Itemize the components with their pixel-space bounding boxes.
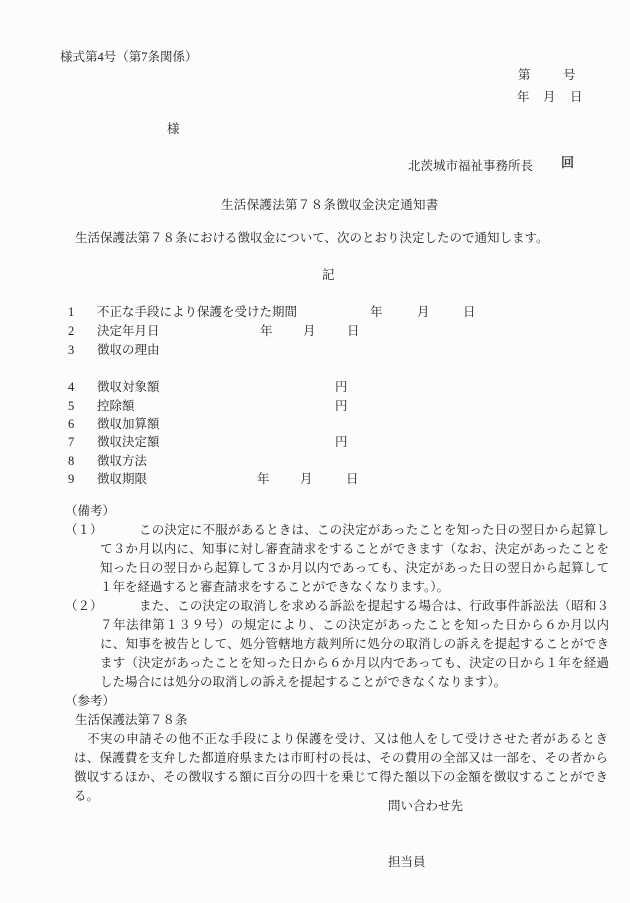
reference-heading: （参考） [65, 694, 116, 708]
date-year-label: 年 [517, 90, 530, 104]
date-month-label: 月 [543, 90, 556, 104]
item-row-1 [0, 303, 630, 322]
form-number: 様式第4号（第7条関係） [60, 50, 198, 64]
item-label: 徴収対象額 [97, 380, 160, 394]
unit-year: 年 [260, 324, 273, 338]
item-number: 8 [68, 454, 75, 468]
unit-yen: 円 [335, 399, 348, 413]
unit-month: 月 [300, 472, 313, 486]
document-title: 生活保護法第７８条徴収金決定通知書 [221, 198, 439, 212]
item-label: 徴収決定額 [97, 435, 160, 449]
item-row-2 [0, 322, 630, 341]
note-item-1 [65, 521, 609, 597]
note-item-2 [65, 597, 609, 692]
unit-month: 月 [417, 305, 430, 319]
item-number: 9 [68, 472, 75, 486]
issuer-title: 北茨城市福祉事務所長 [408, 159, 534, 173]
doc-number-prefix: 第 [518, 68, 531, 82]
item-number: 5 [68, 399, 75, 413]
item-number: 4 [68, 380, 75, 394]
notes-heading: （備考） [65, 504, 116, 518]
unit-yen: 円 [335, 380, 348, 394]
unit-year: 年 [257, 472, 270, 486]
item-number: 6 [68, 417, 75, 431]
addressee-honorific: 様 [167, 122, 180, 136]
record-marker: 記 [322, 268, 335, 282]
issuer-seal-icon: 回 [561, 155, 575, 170]
item-label: 徴収期限 [97, 472, 148, 486]
item-row-5 [0, 397, 630, 416]
reference-law-title: 生活保護法第７８条 [75, 713, 188, 727]
doc-number-suffix: 号 [563, 68, 576, 82]
unit-year: 年 [370, 305, 383, 319]
item-label: 控除額 [97, 399, 135, 413]
date-day-label: 日 [570, 90, 583, 104]
note-text: また、この決定の取消しを求める訴訟を提起する場合は、行政事件訴訟法（昭和３７年法律第１３９号）の規定により、この決定があったことを知った日から６か月以内に、知事を被告として、処分管轄地方裁判所に処分の取消しの訴えを提起することができます（決定があったことを知った日から６か月以内であっても、決定の日から１年を経過した場合には処分の取消しの訴えを提起することができなくなります）。 [100, 599, 609, 689]
item-label: 徴収方法 [97, 454, 148, 468]
item-row-9 [0, 470, 630, 489]
contact-label: 問い合わせ先 [388, 799, 464, 813]
item-number: 7 [68, 435, 75, 449]
note-label: （２） [65, 599, 103, 613]
item-row-6 [0, 415, 630, 434]
unit-day: 日 [347, 324, 360, 338]
unit-day: 日 [463, 305, 476, 319]
item-row-3 [0, 341, 630, 360]
item-row-8 [0, 452, 630, 471]
intro-sentence: 生活保護法第７８条における徴収金について、次のとおり決定したので通知します。 [75, 231, 549, 245]
unit-month: 月 [303, 324, 316, 338]
item-label: 徴収加算額 [97, 417, 160, 431]
note-text: この決定に不服があるときは、この決定があったことを知った日の翌日から起算して３か月以内に、知事に対し審査請求をすることができます（なお、決定があったことを知った日の翌日から起算して３か月以内であっても、決定があった日の翌日から起算して１年を経過すると審査請求をすることができなくなります。）。 [100, 523, 609, 594]
item-label: 不正な手段により保護を受けた期間 [97, 305, 298, 319]
item-label: 決定年月日 [97, 324, 160, 338]
notes-section [0, 502, 630, 806]
item-label: 徴収の理由 [97, 343, 160, 357]
staff-label: 担当員 [388, 855, 426, 869]
item-row-7 [0, 433, 630, 452]
item-number: 3 [68, 343, 75, 357]
item-number: 2 [68, 324, 75, 338]
item-row-4 [0, 378, 630, 397]
note-label: （１） [65, 523, 103, 537]
reference-text: 不実の申請その他不正な手段により保護を受け、又は他人をして受けさせた者があるときは、保護費を支弁した都道府県または市町村の長は、その費用の全部又は一部を、その者から徴収するほか、その徴収する額に百分の四十を乗じて得た額以下の金額を徴収することができる。 [74, 732, 608, 803]
unit-day: 日 [346, 472, 359, 486]
unit-yen: 円 [335, 435, 348, 449]
item-number: 1 [68, 305, 75, 319]
